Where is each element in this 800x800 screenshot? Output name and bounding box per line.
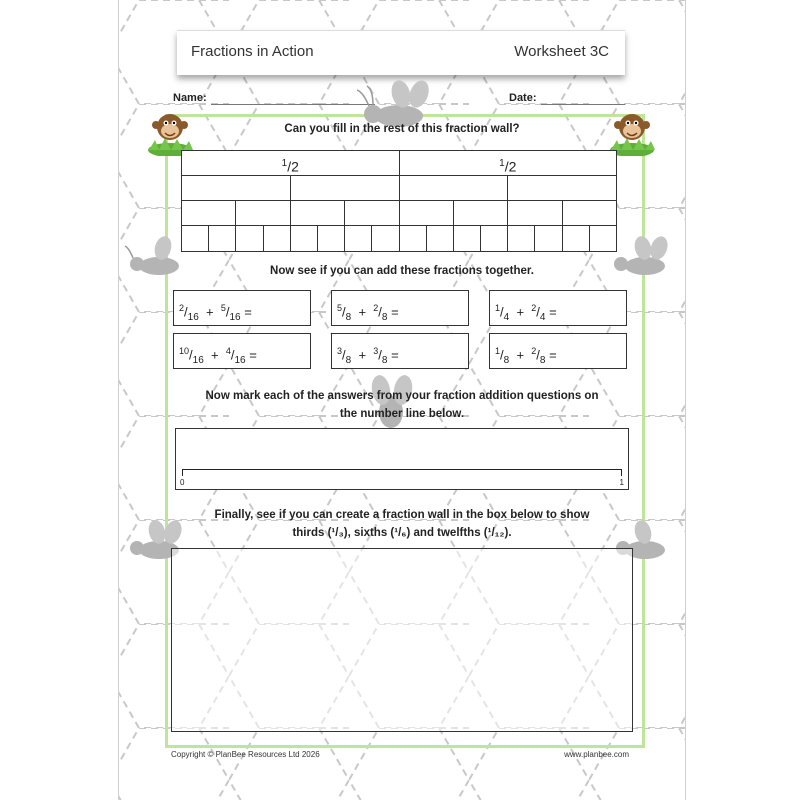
addition-question: Now see if you can add these fractions together. — [270, 265, 534, 277]
wall-cell[interactable] — [427, 226, 454, 251]
wall-cell[interactable] — [236, 226, 263, 251]
half-numerator: 1 — [281, 158, 288, 169]
wall-cell[interactable] — [318, 226, 345, 251]
wall-cell-half: $^1$/2 — [182, 151, 400, 175]
tick-label-one: 1 — [619, 478, 624, 487]
wall-cell[interactable] — [345, 226, 372, 251]
wall-cell[interactable] — [264, 226, 291, 251]
wall-row-sixteenths — [182, 226, 616, 251]
title-banner — [177, 30, 625, 75]
wall-row-quarters — [182, 176, 616, 201]
equals-sign: = — [391, 304, 399, 320]
plus-sign: + — [206, 304, 214, 320]
number-line — [182, 469, 622, 470]
equals-sign: = — [249, 347, 257, 363]
addition-problem-box[interactable]: $^{10}/_{16} + ^4/_{16}$ = — [173, 333, 311, 369]
wall-cell[interactable] — [182, 226, 209, 251]
date-label: Date: — [509, 92, 537, 104]
number-line-box[interactable] — [175, 428, 629, 490]
fraction-a-denominator: 16 — [192, 354, 204, 366]
wall-cell[interactable] — [563, 226, 590, 251]
fraction-b-denominator: 16 — [234, 354, 246, 366]
half-denominator: 2 — [291, 158, 299, 175]
equals-sign: = — [391, 347, 399, 363]
wall-cell[interactable] — [535, 226, 562, 251]
plus-sign: + — [358, 304, 367, 320]
addition-problem-box[interactable]: $^5/_8 + ^2/_8$ = — [331, 290, 469, 326]
name-label: Name: — [173, 92, 207, 104]
tick-label-zero: 0 — [180, 478, 185, 487]
final-question-line2: thirds (¹/₃), sixths (¹/₆) and twelfths (¹/₁₂). — [292, 527, 512, 539]
fraction-a-denominator: 4 — [503, 311, 510, 323]
plus-sign: + — [516, 347, 525, 363]
fraction-a-denominator: 16 — [187, 311, 199, 323]
number-line-start-tick — [182, 469, 183, 476]
wall-cell[interactable] — [508, 176, 616, 200]
bee-icon — [351, 374, 431, 430]
fraction-a-numerator: 1 — [495, 303, 501, 313]
fraction-b-denominator: 4 — [539, 311, 546, 323]
fraction-a-numerator: 1 — [495, 346, 501, 356]
fraction-a-numerator: 5 — [337, 303, 343, 313]
wall-cell[interactable] — [236, 201, 290, 225]
fraction-a-numerator: 2 — [179, 303, 185, 313]
fraction-b-numerator: 3 — [373, 346, 379, 356]
wall-row-halves — [182, 151, 616, 176]
plus-sign: + — [211, 347, 219, 363]
fraction-a-numerator: 3 — [337, 346, 343, 356]
wall-cell-half: $^1$/2 — [499, 158, 517, 175]
worksheet-page — [118, 0, 686, 800]
worksheet-number: Worksheet 3C — [514, 43, 609, 60]
wall-cell[interactable] — [400, 176, 509, 200]
wall-cell[interactable] — [481, 226, 508, 251]
wall-cell[interactable] — [291, 226, 318, 251]
worksheet-title: Fractions in Action — [191, 43, 314, 60]
number-line-question-line2: the number line below. — [339, 408, 465, 420]
wall-cell[interactable] — [345, 201, 399, 225]
wall-cell[interactable] — [590, 226, 616, 251]
wall-row-eighths — [182, 201, 616, 226]
fraction-b-numerator: 5 — [220, 303, 226, 313]
fraction-b-numerator: 2 — [531, 346, 537, 356]
fraction-b-numerator: 2 — [531, 303, 537, 313]
equals-sign: = — [549, 304, 557, 320]
addition-problem-box[interactable]: $^1/_8 + ^2/_8$ = — [489, 333, 627, 369]
fraction-b-numerator: 4 — [225, 346, 231, 356]
wall-cell[interactable] — [508, 226, 535, 251]
plus-sign: + — [516, 304, 525, 320]
addition-problem-box[interactable]: $^3/_8 + ^3/_8$ = — [331, 333, 469, 369]
fraction-b-denominator: 16 — [229, 311, 241, 323]
date-line[interactable] — [541, 104, 625, 105]
fraction-wall-question: Can you fill in the rest of this fraction wall? — [284, 123, 520, 135]
wall-cell[interactable] — [454, 226, 481, 251]
fraction-a-numerator: 10 — [179, 346, 190, 356]
half-denominator: 2 — [508, 158, 517, 175]
wall-cell[interactable] — [372, 226, 399, 251]
wall-cell[interactable] — [508, 201, 562, 225]
fraction-a-denominator: 8 — [345, 354, 352, 366]
wall-cell[interactable] — [400, 226, 427, 251]
wall-cell[interactable] — [209, 226, 236, 251]
wall-cell[interactable] — [400, 201, 454, 225]
copyright-text: Copyright © PlanBee Resources Ltd 2026 — [171, 750, 320, 759]
addition-problem-box[interactable]: $^2/_{16} + ^5/_{16}$ = — [173, 290, 311, 326]
half-numerator: 1 — [499, 158, 505, 169]
equals-sign: = — [244, 304, 252, 320]
wall-cell[interactable] — [182, 201, 236, 225]
wall-cell[interactable] — [291, 201, 345, 225]
addition-problem-box[interactable]: $^1/_4 + ^2/_4$ = — [489, 290, 627, 326]
fraction-a-denominator: 8 — [345, 311, 352, 323]
wall-cell[interactable] — [454, 201, 508, 225]
fraction-a-denominator: 8 — [503, 354, 510, 366]
fraction-wall — [181, 150, 617, 252]
number-line-question-line1: Now mark each of the answers from your fraction addition questions on — [205, 390, 599, 402]
number-line-end-tick — [621, 469, 622, 476]
wall-cell[interactable] — [563, 201, 616, 225]
fraction-b-numerator: 2 — [373, 303, 379, 313]
fraction-b-denominator: 8 — [381, 311, 388, 323]
equals-sign: = — [549, 347, 557, 363]
wall-cell[interactable] — [291, 176, 400, 200]
final-question-line1: Finally, see if you can create a fraction wall in the box below to show — [214, 509, 590, 521]
plus-sign: + — [358, 347, 367, 363]
drawing-box[interactable] — [171, 548, 633, 732]
fraction-b-denominator: 8 — [381, 354, 388, 366]
website-link[interactable]: www.planbee.com — [564, 750, 629, 759]
wall-cell[interactable] — [182, 176, 291, 200]
fraction-b-denominator: 8 — [539, 354, 546, 366]
